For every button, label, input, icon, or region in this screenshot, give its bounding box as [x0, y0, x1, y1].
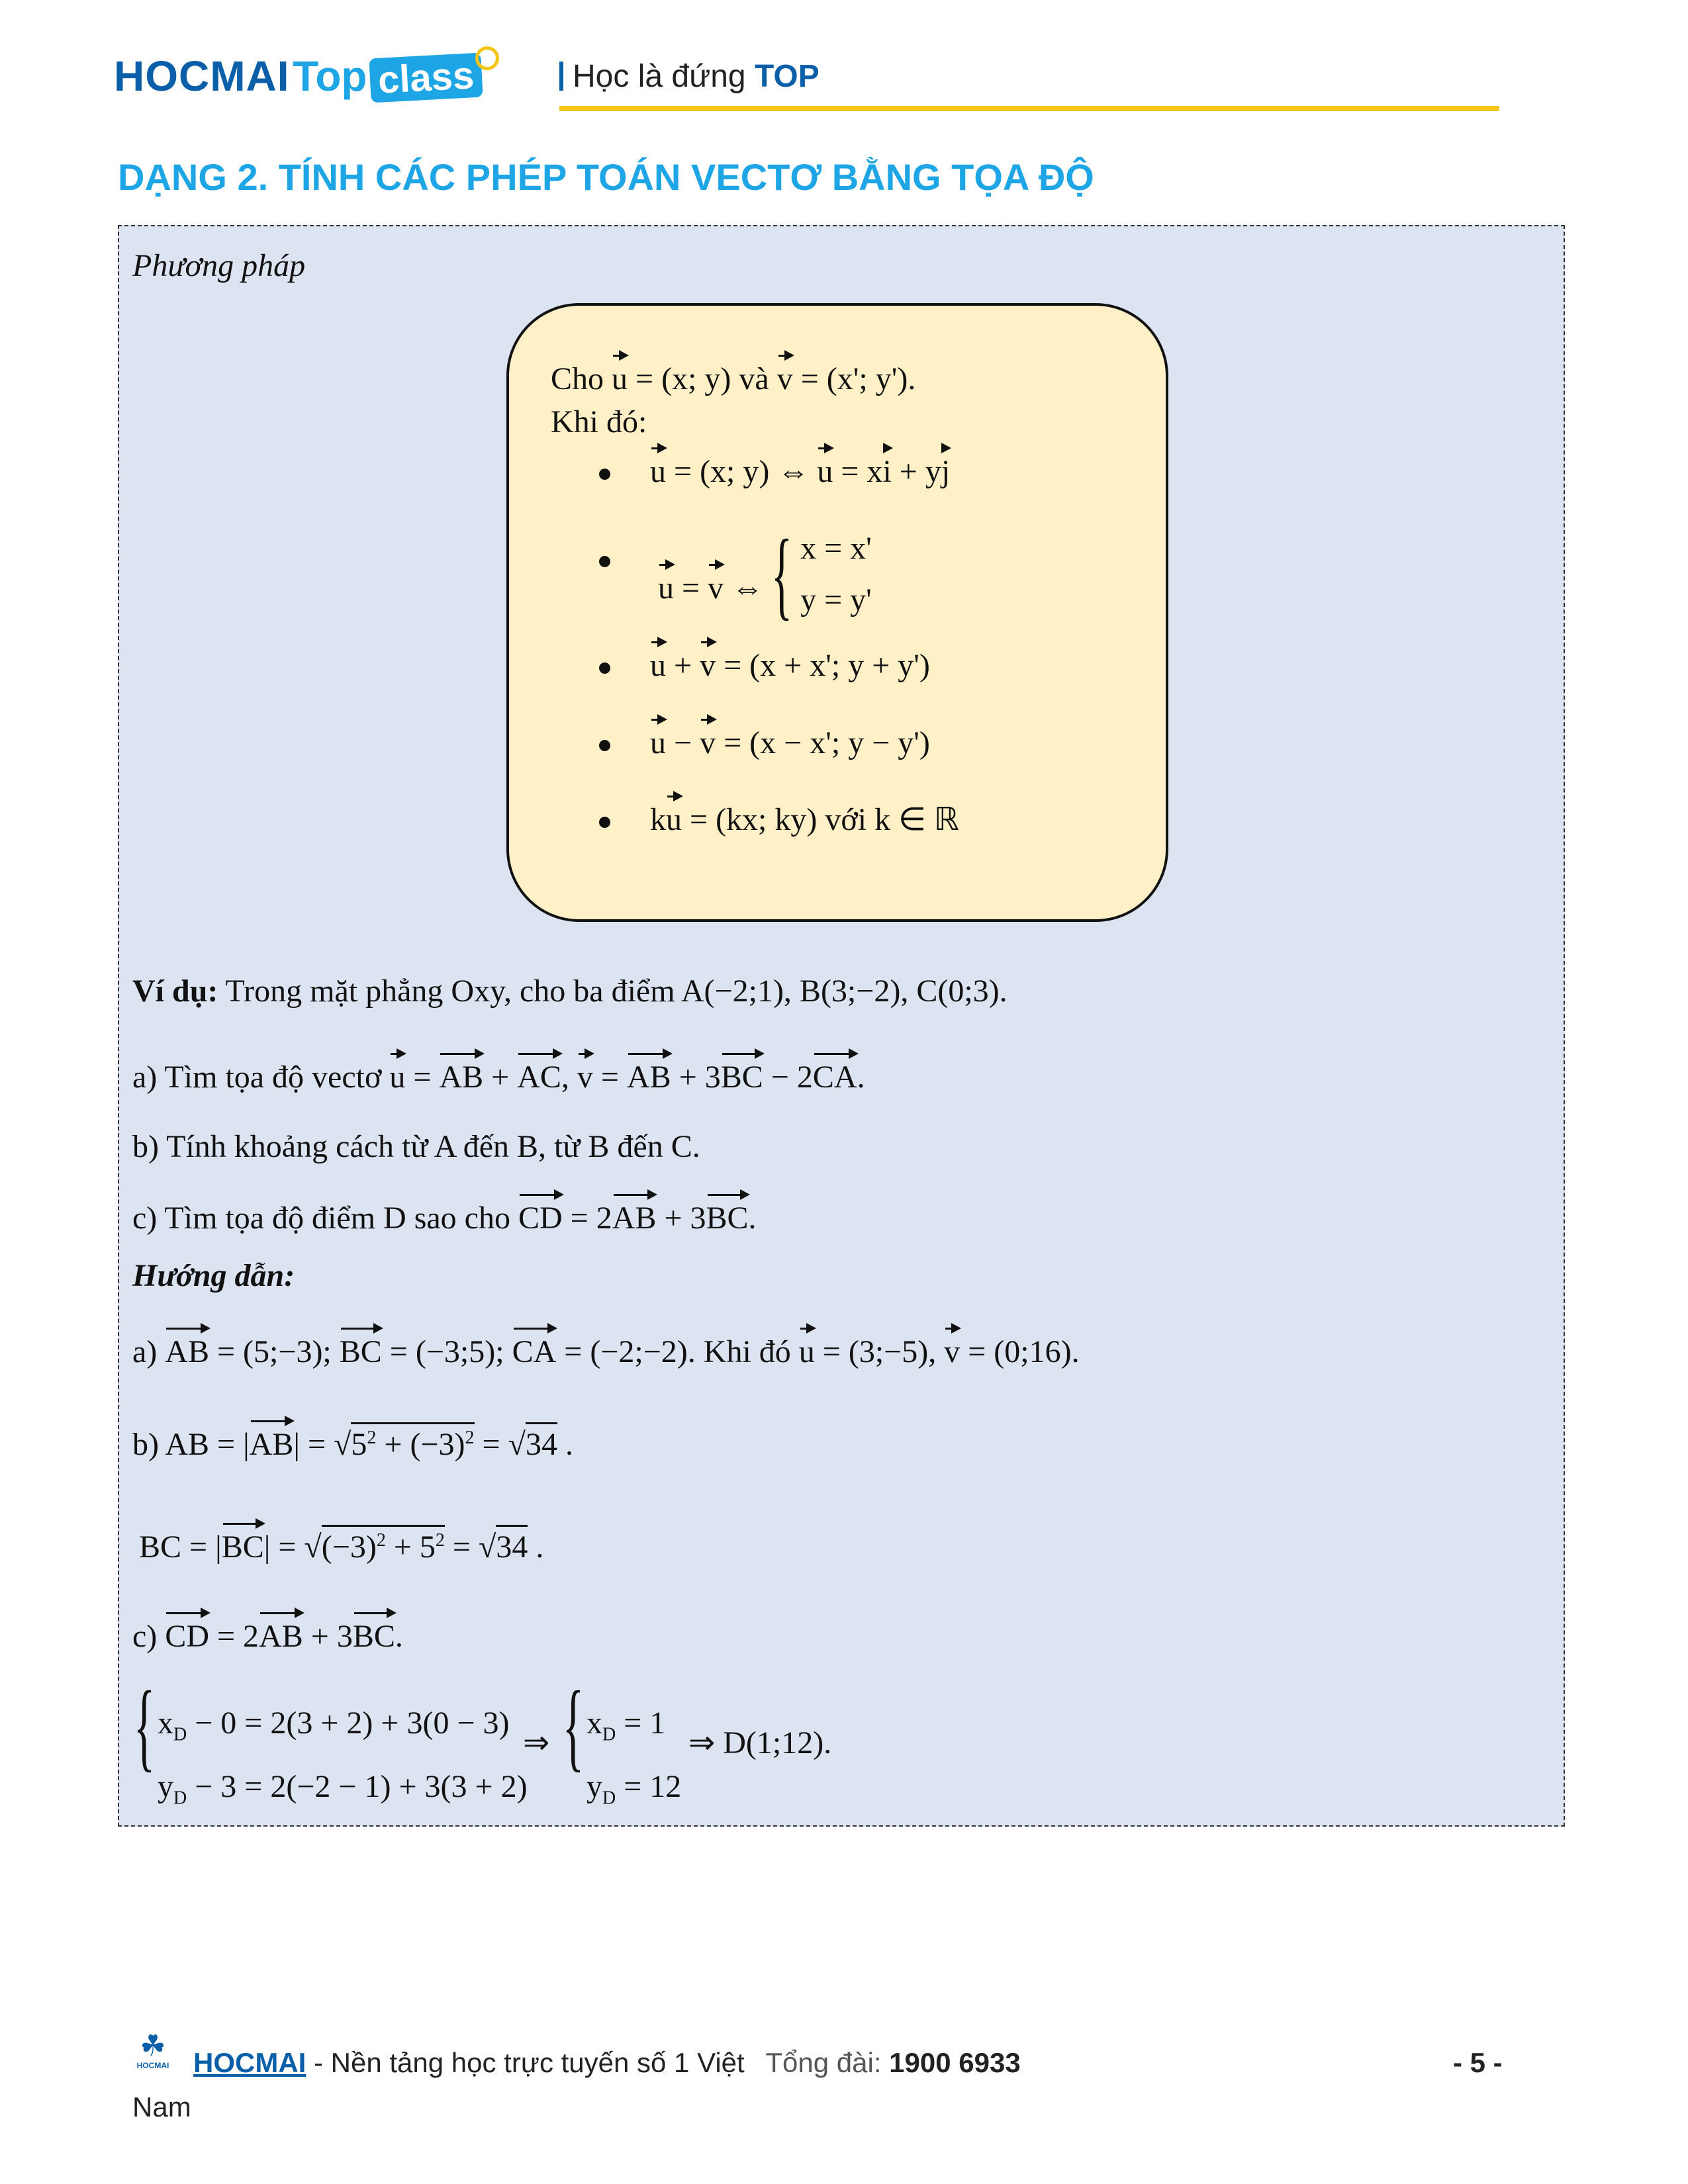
- brand-top: Top: [292, 52, 367, 100]
- method-label: Phương pháp: [132, 248, 306, 283]
- bullet-5: ku = (kx; ky) với k ∈ ℝ: [599, 801, 959, 838]
- solution-conclusion: ⇒ D(1;12).: [688, 1725, 832, 1760]
- footer-logo: [130, 2032, 176, 2070]
- bullet-1: u = (x; y) ⇔ u = xi + yj: [599, 453, 950, 490]
- bullet-dot: [599, 740, 610, 751]
- brand-main: HOCMAI: [114, 52, 290, 100]
- solution-label: Hướng dẫn:: [132, 1258, 295, 1293]
- footer-tagline-end: Nam: [132, 2091, 191, 2122]
- bullet-2: u = v ⇔ { x = x' y = y': [599, 523, 872, 626]
- footer-brand-link[interactable]: HOCMAI: [193, 2047, 306, 2078]
- section-title: DẠNG 2. TÍNH CÁC PHÉP TOÁN VECTƠ BẰNG TỌA ĐỘ: [118, 156, 1094, 198]
- header-rule: [559, 106, 1499, 111]
- slogan-prefix: Học là đứng: [573, 59, 746, 94]
- footer-text: [193, 2047, 1021, 2079]
- result-x: $x_D = 1$: [586, 1706, 666, 1745]
- example-part-a: a) Tìm tọa độ vectơ u = AB + AC, v = AB + 3BC − 2CA.: [132, 1060, 865, 1095]
- solution-b2: BC = $|BC| = √(-3)^2 + 5^2 = √34$ .: [139, 1529, 543, 1565]
- header-logo: [114, 52, 482, 111]
- bullet-4: u − v = (x − x'; y − y'): [599, 725, 930, 761]
- brand-class-badge: class: [369, 53, 483, 103]
- formula-intro: Cho u = (x; y) và v = (x'; y').: [551, 361, 916, 396]
- example-label: Ví dụ:: [132, 974, 218, 1009]
- brace-icon: {: [771, 520, 793, 629]
- solution-c: c) CD = 2AB + 3BC.: [132, 1619, 403, 1654]
- formula-intro-2: Khi đó:: [551, 404, 647, 439]
- page-number: - 5 -: [1453, 2047, 1503, 2078]
- solution-b1: b) AB = $|AB| = √5^2 + (-3)^2 = √34$ .: [132, 1426, 573, 1463]
- brace-icon: {: [562, 1671, 585, 1781]
- footer-tagline: - Nền tảng học trực tuyến số 1 Việt: [314, 2047, 745, 2078]
- sun-icon: [475, 46, 499, 70]
- result-y: $y_D = 12$: [586, 1768, 682, 1809]
- example-part-b: b) Tính khoảng cách từ A đến B, từ B đến C.: [132, 1129, 700, 1164]
- bullet-3: u + v = (x + x'; y + y'): [599, 647, 930, 684]
- example-statement: Ví dụ: Trong mặt phẳng Oxy, cho ba điểm A(−2;1), B(3;−2), C(0;3).: [132, 974, 1008, 1009]
- example-part-c: c) Tìm tọa độ điểm D sao cho CD = 2AB + 3BC.: [132, 1201, 757, 1236]
- bullet-dot: [599, 817, 610, 828]
- bullet-dot: [599, 662, 610, 674]
- bullet-dot: [599, 469, 610, 480]
- slogan-bar: [559, 62, 563, 91]
- slogan: [559, 58, 820, 95]
- bullet-dot: [599, 556, 610, 567]
- footer-hotline-label: Tổng đài:: [765, 2047, 882, 2078]
- footer-logo-text: HOCMAI: [136, 2061, 169, 2070]
- slogan-strong: TOP: [754, 59, 820, 94]
- footer-hotline: 1900 6933: [889, 2047, 1021, 2078]
- people-icon: ☘: [140, 2030, 166, 2062]
- solution-a: a) AB = (5;−3); BC = (−3;5); CA = (−2;−2). Khi đó u = (3;−5), v = (0;16).: [132, 1334, 1080, 1369]
- brace-icon: {: [133, 1671, 156, 1781]
